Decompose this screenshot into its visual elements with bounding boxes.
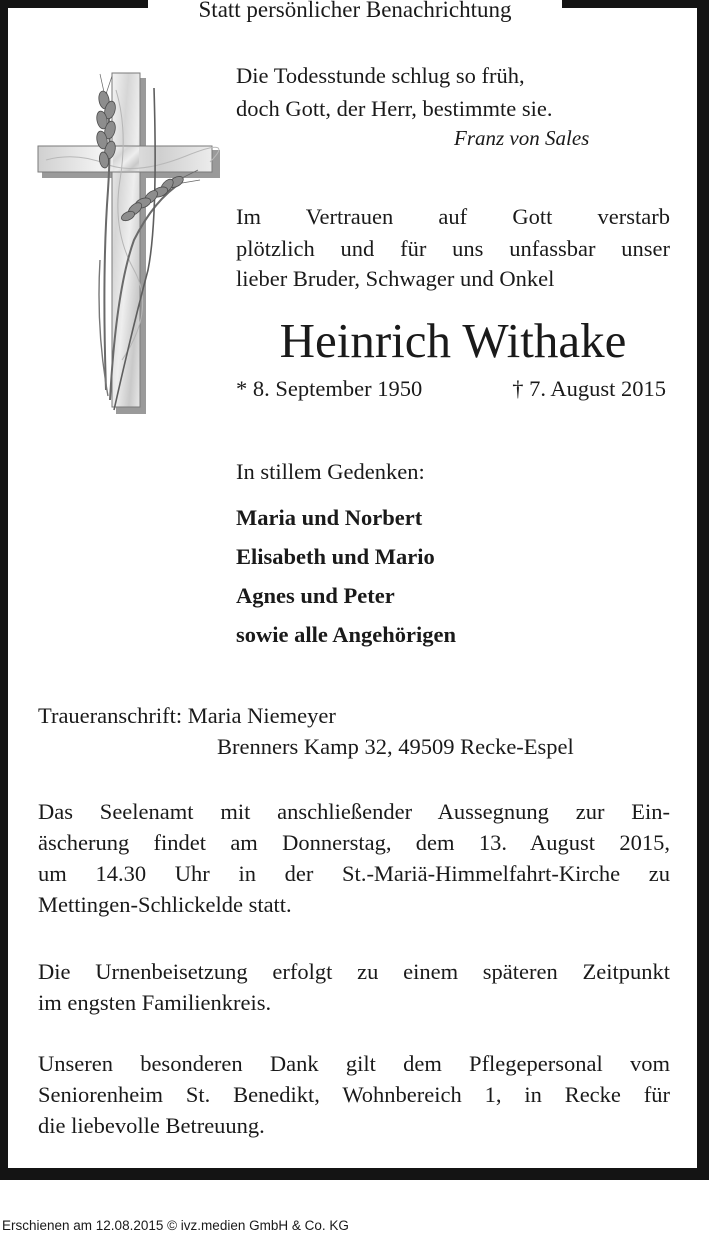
death-date: † 7. August 2015 — [512, 376, 666, 401]
urn-line: Die Urnenbeisetzung erfolgt zu einem späteren Zeitpunkt — [38, 959, 670, 984]
publication-footer: Erschienen am 12.08.2015 © ivz.medien GmbH & Co. KG — [2, 1218, 349, 1233]
frame-left — [0, 0, 8, 1180]
intro-line-2: plötzlich und für uns unfassbar unser — [236, 236, 670, 261]
intro-line-1: Im Vertrauen auf Gott verstarb — [236, 204, 670, 229]
service-paragraph — [38, 796, 670, 920]
header-notice: Statt persönlicher Benachrichtung — [198, 0, 512, 22]
service-line: um 14.30 Uhr in der St.-Mariä-Himmelfahrt-Kirche zu — [38, 861, 670, 886]
mourner-name: sowie alle Angehörigen — [236, 622, 456, 647]
frame-top-right — [562, 0, 709, 8]
mourners-heading: In stillem Gedenken: — [236, 459, 425, 484]
address-street: Brenners Kamp 32, 49509 Recke-Espel — [217, 734, 574, 759]
quote-author: Franz von Sales — [454, 126, 590, 150]
frame-top-left — [0, 0, 148, 8]
service-line: äscherung findet am Donnerstag, dem 13. August 2015, — [38, 830, 670, 855]
thanks-line: die liebevolle Betreuung. — [38, 1113, 265, 1138]
deceased-name: Heinrich Withake — [279, 313, 627, 368]
service-line: Mettingen-Schlickelde statt. — [38, 892, 292, 917]
address-label: Traueranschrift: Maria Niemeyer — [38, 703, 336, 728]
service-line: Das Seelenamt mit anschließender Aussegnung zur Ein- — [38, 799, 670, 824]
thanks-line: Unseren besonderen Dank gilt dem Pflegepersonal vom — [38, 1051, 670, 1076]
mourner-name: Agnes und Peter — [236, 583, 395, 608]
frame-right — [697, 0, 709, 1180]
quote-line-1: Die Todesstunde schlug so früh, — [236, 63, 525, 88]
urn-paragraph — [38, 956, 670, 1018]
mourner-name: Elisabeth und Mario — [236, 544, 435, 569]
quote-line-2: doch Gott, der Herr, bestimmte sie. — [236, 96, 553, 121]
cross-with-wheat-icon — [36, 70, 222, 420]
birth-date: * 8. September 1950 — [236, 376, 423, 401]
thanks-paragraph — [38, 1048, 670, 1141]
intro-line-3: lieber Bruder, Schwager und Onkel — [236, 266, 555, 291]
urn-line: im engsten Familienkreis. — [38, 990, 272, 1015]
thanks-line: Seniorenheim St. Benedikt, Wohnbereich 1, in Recke für — [38, 1082, 670, 1107]
mourner-name: Maria und Norbert — [236, 505, 423, 530]
frame-bottom — [0, 1168, 709, 1180]
